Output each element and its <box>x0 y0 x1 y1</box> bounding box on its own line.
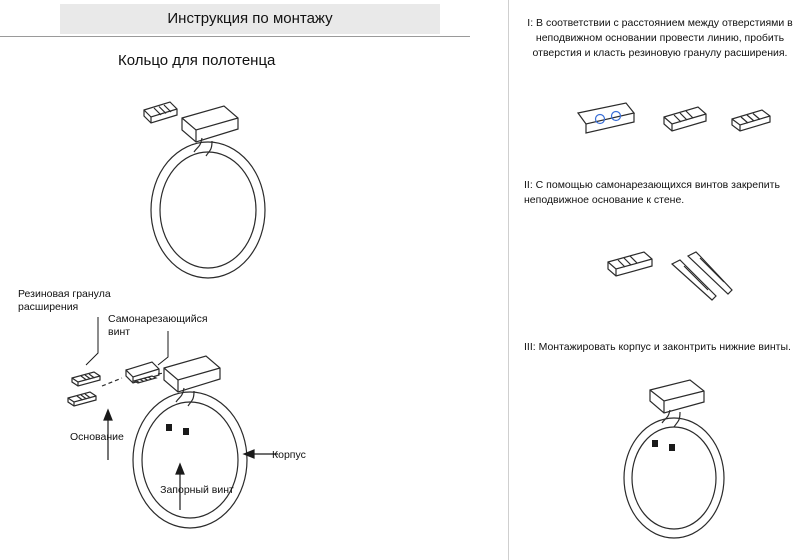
step-3-assembled-drawing <box>600 378 780 553</box>
label-base: Основание <box>70 431 124 443</box>
step-2-parts-drawing <box>598 248 768 310</box>
page-subtitle: Кольцо для полотенца <box>118 52 276 69</box>
step-3-text: III: Монтажировать корпус и законтрить нижние винты. <box>524 341 791 353</box>
label-self-tapping-screw: Самонарезающийся винт <box>108 313 208 338</box>
towel-ring-assembled-drawing <box>120 88 310 288</box>
label-body: Корпус <box>272 449 306 461</box>
label-rubber-granule: Резиновая гранула расширения <box>18 288 111 313</box>
column-divider <box>508 0 509 560</box>
title-underline <box>0 36 470 37</box>
title-band <box>60 4 440 34</box>
step-1-text: I: В соответствии с расстоянием между отверстиями в неподвижном основании провести линию, пробить отверстия и класть резиновую гранулу расширения. <box>527 17 793 59</box>
step-1-parts-drawing <box>560 95 780 155</box>
label-lock-screw: Запорный винт <box>160 484 234 496</box>
page-title: Инструкция по монтажу <box>167 10 333 27</box>
step-2-text: II: С помощью самонарезающихся винтов закрепить неподвижное основание к стене. <box>524 179 780 206</box>
